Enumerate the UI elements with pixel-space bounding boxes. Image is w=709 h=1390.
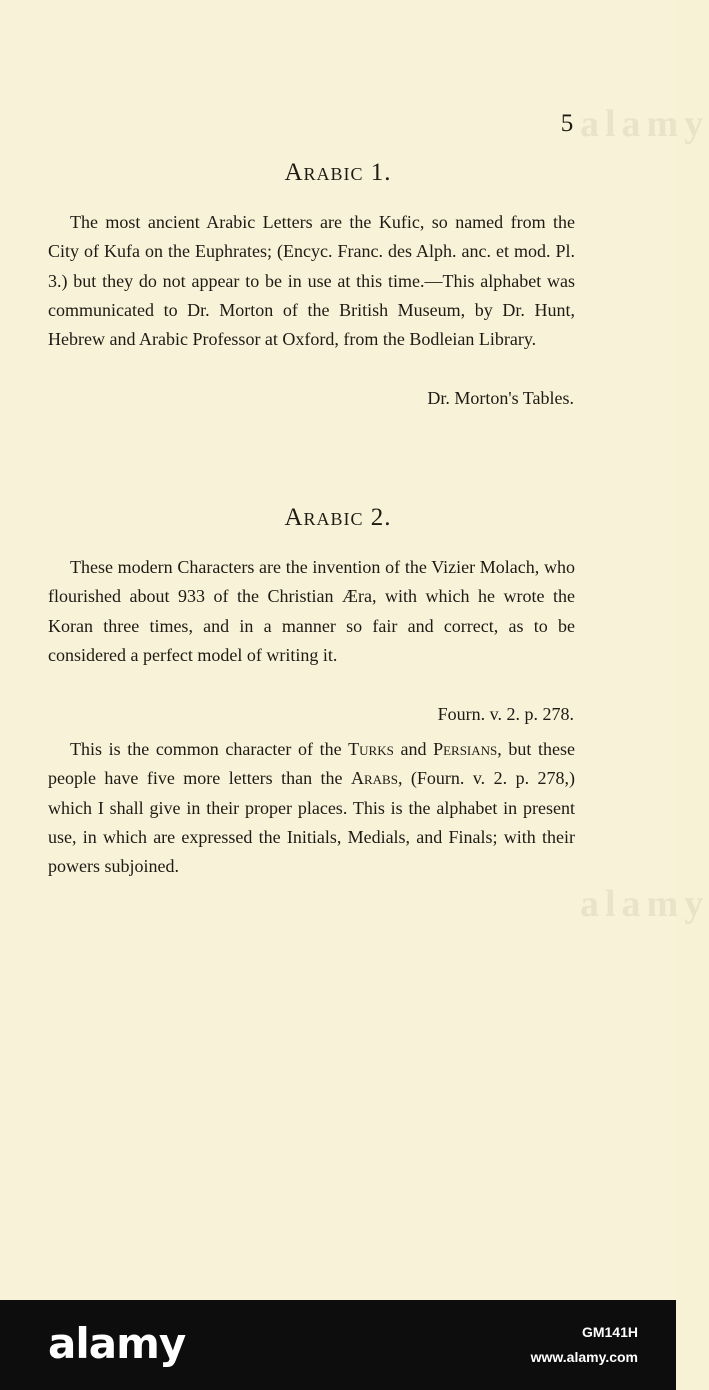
citation-fournier: Fourn. v. 2. p. 278. xyxy=(437,704,574,724)
paragraph-text-and: and xyxy=(393,739,434,759)
term-turks: Turks xyxy=(348,739,394,759)
paragraph-text-end: , (Fourn. v. 2. p. 278,) which I shall give in their proper places. This is the alphabet in present use, in which are expressed the Initials, Medials, and Finals; with their powers subjoined. xyxy=(48,768,576,877)
paragraph-kufic: The most ancient Arabic Letters are the Kufic, so named from the City of Kufa on the Euphrates; (Encyc. Franc. des Alph. anc. et mod. Pl. 3.) but they do not appear to be in use at this time.—This alphabet was communicated to Dr. Morton of the British Museum, by Dr. Hunt, Hebrew and Arabic Professor at Oxford, from the Bodleian Library. xyxy=(48,212,575,350)
alamy-logo: alamy xyxy=(48,1319,186,1368)
page-number: 5 xyxy=(560,110,574,137)
paragraph-text-start: This is the common character of the xyxy=(70,739,349,759)
section-heading-arabic-2: Arabic 2. xyxy=(284,504,392,531)
stock-watermark-bar xyxy=(0,1300,676,1390)
term-persians: Persians xyxy=(433,739,498,759)
section-heading-arabic-1: Arabic 1. xyxy=(284,159,392,186)
paragraph-text-middle: , but these people have five more letters than the xyxy=(48,739,575,789)
paragraph-common-character xyxy=(48,735,575,881)
watermark-bleed: alamy xyxy=(580,103,709,145)
watermark-bleed: alamy xyxy=(580,883,709,925)
paragraph-modern-characters: These modern Characters are the invention of the Vizier Molach, who flourished about 933 of the Christian Æra, with which he wrote the Koran three times, and in a manner so fair and correct, as to be considered a perfect model of writing it. xyxy=(48,557,575,665)
site-url: www.alamy.com xyxy=(530,1349,638,1365)
term-arabs: Arabs xyxy=(351,768,398,789)
citation-morton: Dr. Morton's Tables. xyxy=(427,388,574,408)
image-id: GM141H xyxy=(581,1324,638,1340)
